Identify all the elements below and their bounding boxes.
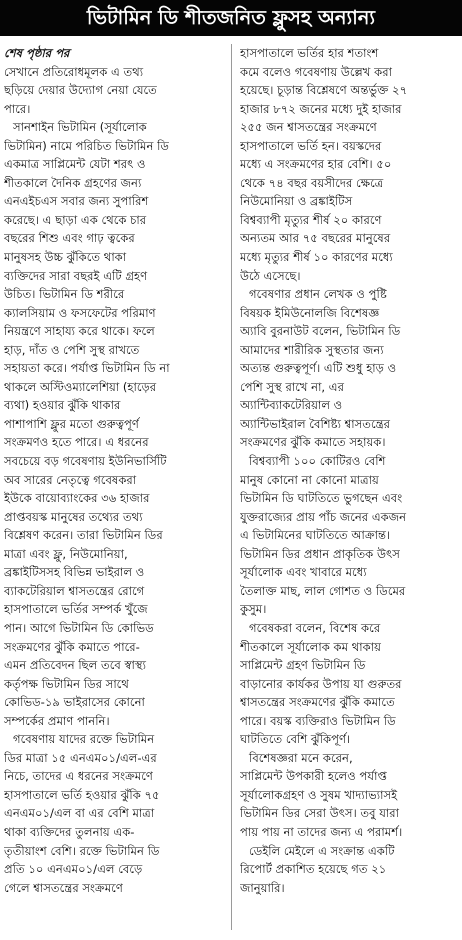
body-text-line: যুক্তরাজ্যের প্রায় পাঁচ জনের একজন — [240, 509, 407, 524]
body-text-line: মানুষ কোনো না কোনো মাত্রায় — [240, 472, 379, 487]
body-text-line: সূর্যালোক এবং খাবারে মধ্যে — [240, 565, 367, 580]
body-text-line: হাসপাতালে ভর্তির হার শতাংশ — [240, 46, 379, 60]
body-text-line: কর্তৃপক্ষ ভিটামিন ডির সাথে — [4, 676, 129, 691]
body-text-line: শীতকালে দৈনিক গ্রহণের জন্য — [4, 175, 142, 190]
body-text-line: হাসপাতালে ভর্তি হন। বয়স্কদের — [240, 138, 382, 153]
body-text-line: পাশাপাশি ফ্লুর মতো গুরুত্বপূর্ণ — [4, 416, 139, 431]
body-text-line: বিশ্লেষণ করেন। তারা ভিটামিন ডির — [4, 528, 163, 543]
body-text-line: বিশ্বব্যাপী মৃত্যুর শীর্ষ ২০ কারণে — [240, 212, 382, 227]
body-text-line: হাসপাতালে ভর্তি হওয়ার ঝুঁকি ৭৫ — [4, 787, 160, 802]
body-text-line: সেখানে প্রতিরোধমূলক এ তথ্য — [4, 64, 144, 79]
body-text-line: থেকে ৭৪ বছর বয়সীদের ক্ষেত্রে — [240, 175, 384, 190]
body-text-line: নিয়ন্ত্রণে সাহায্য করে থাকে। ফলে — [4, 324, 155, 339]
body-text-line: অ্যান্টিব্যাকটেরিয়াল ও — [240, 398, 343, 413]
body-text-line: ছড়িয়ে দেয়ার উদ্যোগ নেয়া যেতে — [4, 83, 157, 98]
body-text-line: কুসুম। — [240, 602, 267, 617]
body-text-line: গবেষণার প্রধান লেখক ও পুষ্টি — [249, 287, 387, 302]
body-text-line: মধ্যে এ সংক্রমণের হার বেশি। ৫০ — [240, 157, 392, 172]
body-text-line: পান। আগে ভিটামিন ডি কোভিড — [4, 620, 154, 635]
body-text-line: জানুয়ারি। — [240, 880, 285, 895]
body-text-line: এনএইচএস সবার জন্য সুপারিশ — [4, 194, 149, 209]
body-text-line: ঘাটতিতে বেশি ঝুঁকিপূর্ণ। — [240, 732, 351, 747]
body-text-line: ব্রঙ্কাইটিসসহ বিভিন্ন ভাইরাল ও — [4, 565, 145, 580]
body-text-line: বিশ্বব্যাপী ১০০ কোটিরও বেশি — [249, 454, 386, 469]
article-column-right — [240, 44, 461, 897]
body-text-line: হয়েছে। চূড়ান্ত বিশ্লেষণে অন্তর্ভুক্ত ২৭ — [240, 83, 408, 98]
body-text-line: পেশি সুস্থ রাখে না, এর — [240, 379, 345, 394]
body-text-line: সবচেয়ে বড় গবেষণায় ইউনিভার্সিটি — [4, 454, 167, 469]
body-text-line: ক্যালসিয়াম ও ফসফেটের পরিমাণ — [4, 305, 156, 320]
body-text-line: হাজার ৮৭২ জনের মধ্যে দুই হাজার — [240, 101, 402, 116]
body-text-line: মধ্যে মৃত্যুর শীর্ষ ১০ কারণের মধ্যে — [240, 250, 393, 265]
body-text-line: এনএম০১/এল বা এর বেশি মাত্রা — [4, 806, 155, 821]
body-text-line: সংক্রমণও হতে পারে। এ ধরনের — [4, 435, 149, 450]
body-text-line: সূর্যালোকগ্রহণ ও সুষম খাদ্যাভ্যাসই — [240, 787, 398, 802]
body-text-line: থাকা ব্যক্তিদের তুলনায় এক- — [4, 824, 135, 839]
body-text-line: শীতকালে সূর্যালোক কম থাকায় — [240, 639, 381, 654]
body-text-line: তৈলাক্ত মাছ, লাল গোশত ও ডিমের — [240, 583, 406, 598]
body-text-line: গবেষণায় যাদের রক্তে ভিটামিন — [13, 732, 155, 747]
body-text-line: কোভিড-১৯ ভাইরাসের কোনো — [4, 695, 145, 710]
body-text-line: প্রাপ্তবয়স্ক মানুষের তথ্যের তথ্য — [4, 509, 143, 524]
body-text-line: উচিত। ভিটামিন ডি শরীরে — [4, 287, 125, 302]
body-text-line: ভিটামিন ডি ঘাটতিতে ভুগছেন এবং — [240, 491, 403, 506]
body-text-line: প্রতি ১০ এনএম০১/এল বেড়ে — [4, 862, 143, 877]
body-text-line: এ ভিটামিনের ঘাটতিতে আক্রান্ত। — [240, 528, 391, 543]
body-text-line: বিষয়ক ইমিউনোলজি বিশেষজ্ঞ — [240, 305, 380, 320]
body-text-line: হাড়, দাঁত ও পেশি সুস্থ রাখতে — [4, 342, 140, 357]
body-text-line: ব্যাকটেরিয়াল শ্বাসতন্ত্রের রোগে — [4, 583, 145, 598]
body-text-line: পায় পায় না তাদের জন্য এ পরামর্শ। — [240, 824, 403, 839]
body-text-line: ভিটামিন) নামে পরিচিত ভিটামিন ডি — [4, 138, 169, 153]
body-text-line: ২৫৫ জন শ্বাসতন্ত্রের সংক্রমণে — [240, 120, 377, 135]
body-text-line: বাড়ানোর কার্যকর উপায় যা গুরুতর — [240, 676, 402, 691]
body-text-line: গবেষকরা বলেন, বিশেষ করে — [249, 620, 381, 635]
body-text-line: রিপোর্ট প্রকাশিত হয়েছে গত ২১ — [240, 862, 387, 877]
body-text-line: মাত্রা এবং ফ্লু, নিউমোনিয়া, — [4, 546, 128, 561]
body-text-line: অব সারের নেতৃত্বে গবেষকরা — [4, 472, 137, 487]
article-column-left — [4, 44, 225, 897]
body-text-line: করেছে। এ ছাড়া এক থেকে চার — [4, 212, 147, 227]
body-text-line: সহায়তা করে। পর্যাপ্ত ভিটামিন ডি না — [4, 361, 170, 376]
body-text-line: মানুষসহ উচ্চ ঝুঁকিতে থাকা — [4, 250, 127, 265]
headline: ভিটামিন ডি শীতজনিত ফ্লুসহ অন্যান্য — [0, 0, 462, 36]
body-text-line: ইউকে বায়োব্যাংকের ৩৬ হাজার — [4, 491, 150, 506]
body-text-line: কমে বলেও গবেষণায় উল্লেখ করা — [240, 64, 392, 79]
kicker-continued-from: শেষ পৃষ্ঠার পর — [4, 46, 70, 60]
body-text-line: অ্যান্টিভাইরাল বৈশিষ্ট্য শ্বাসতন্ত্রের — [240, 416, 391, 431]
body-text-line: উঠে এসেছে। — [240, 268, 301, 283]
body-text-line: পারে। বয়স্ক ব্যক্তিরাও ভিটামিন ডি — [240, 713, 396, 728]
body-text-line: নিউমোনিয়া ও ব্রঙ্কাইটিস — [240, 194, 353, 209]
body-text-line: আমাদের শারীরিক সুস্থতার জন্য — [240, 342, 384, 357]
body-text-line: সংক্রমণের ঝুঁকি কমাতে পারে- — [4, 639, 140, 654]
body-text-line: ডেইলি মেইলে এ সংক্রান্ত একটি — [249, 843, 395, 858]
body-text-line: ব্যথা) হওয়ার ঝুঁকি থাকার — [4, 398, 121, 413]
body-text-line: ভিটামিন ডির প্রধান প্রাকৃতিক উৎস — [240, 546, 400, 561]
body-text-line: একমাত্র সাপ্লিমেন্ট যেটা শরৎ ও — [4, 157, 146, 172]
body-text-line: পারে। — [4, 101, 31, 116]
body-text-line: তৃতীয়াংশ বেশি। রক্তে ভিটামিন ডি — [4, 843, 160, 858]
body-text-line: বিশেষজ্ঞরা মনে করেন, — [249, 750, 353, 765]
body-text-line: সংক্রমণের ঝুঁকি কমাতে সহায়ক। — [240, 435, 386, 450]
body-text-line: গেলে শ্বাসতন্ত্রের সংক্রমণে — [4, 880, 123, 895]
body-text-line: অত্যন্ত গুরুত্বপূর্ণ। এটি শুধু হাড় ও — [240, 361, 397, 376]
body-text-line: ডির মাত্রা ১৫ এনএম০১/এল-এর — [4, 750, 157, 765]
body-text-line: শ্বাসতন্ত্রের সংক্রমণের ঝুঁকি কমাতে — [240, 695, 395, 710]
body-text-line: হাসপাতালে ভর্তির সম্পর্ক খুঁজে — [4, 602, 148, 617]
body-text-line: অন্যতম আর ৭৫ বছরের মানুষের — [240, 231, 391, 246]
body-text-line: বছরের শিশু এবং গাঢ় ত্বকের — [4, 231, 135, 246]
body-text-line: এমন প্রতিবেদন ছিল তবে স্বাস্থ্য — [4, 658, 146, 673]
body-text-line: সম্পর্কের প্রমাণ পাননি। — [4, 713, 110, 728]
body-text-line: থাকলে অস্টিওম্যালেশিয়া (হাড়ের — [4, 379, 157, 394]
body-text-line: সানশাইন ভিটামিন (সূর্যালোক — [13, 120, 147, 135]
body-text-line: ব্যক্তিদের সারা বছরই এটি গ্রহণ — [4, 268, 148, 283]
column-divider — [231, 44, 232, 930]
body-text-line: সাপ্লিমেন্ট উপকারী হলেও পর্যাপ্ত — [240, 769, 387, 784]
body-text-line: ভিটামিন ডির সেরা উৎস। তবু যারা — [240, 806, 400, 821]
body-text-line: অ্যাবি বুরনাউট বলেন, ভিটামিন ডি — [240, 324, 401, 339]
body-text-line: নিচে, তাদের এ ধরনের সংক্রমণে — [4, 769, 153, 784]
body-text-line: সাপ্লিমেন্ট গ্রহণ ভিটামিন ডি — [240, 658, 366, 673]
